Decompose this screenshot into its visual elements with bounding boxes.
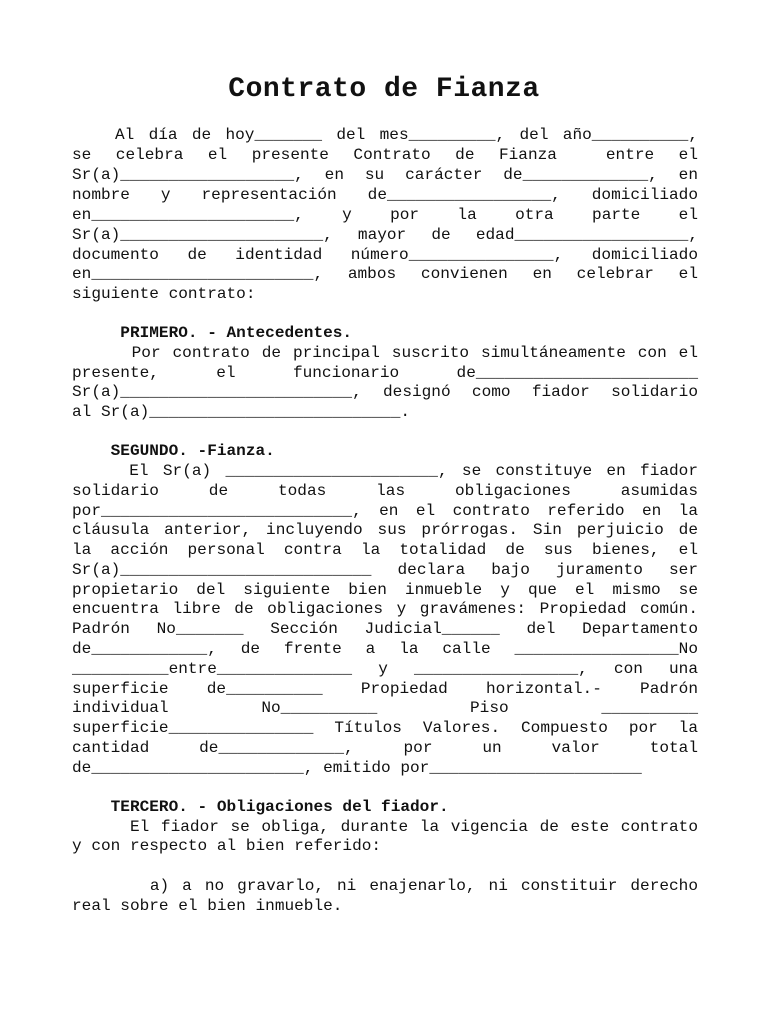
- text-line: al Sr(a)__________________________.: [72, 403, 411, 421]
- section-heading: TERCERO. - Obligaciones del fiador.: [72, 798, 449, 816]
- text-line: y con respecto al bien referido:: [72, 837, 382, 855]
- text-line: encuentra libre de obligaciones y gravámenes: Propiedad común.: [72, 600, 698, 618]
- text-line: El Sr(a) ______________________, se constituye en fiador: [72, 462, 698, 480]
- text-line: Sr(a)________________________, designó como fiador solidario: [72, 383, 698, 401]
- text-line: superficie de__________ Propiedad horizontal.- Padrón: [72, 680, 698, 698]
- text-line: Por contrato de principal suscrito simultáneamente con el: [72, 344, 698, 362]
- text-line: __________entre______________ y _________________, con una: [72, 660, 698, 678]
- text-line: documento de identidad número_______________, domiciliado: [72, 246, 698, 264]
- section-heading: PRIMERO. - Antecedentes.: [72, 324, 353, 342]
- text-line: en_______________________, ambos convienen en celebrar el: [72, 265, 698, 283]
- text-line: la acción personal contra la totalidad de sus bienes, el: [72, 541, 698, 559]
- text-line: presente, el funcionario de_______________________: [72, 364, 698, 382]
- text-line: cláusula anterior, incluyendo sus prórrogas. Sin perjuicio de: [72, 521, 698, 539]
- text-line: siguiente contrato:: [72, 285, 256, 303]
- text-line: en_____________________, y por la otra parte el: [72, 206, 698, 224]
- text-line: individual No__________ Piso __________: [72, 699, 698, 717]
- text-line: se celebra el presente Contrato de Fianza entre el: [72, 146, 698, 164]
- section-heading: SEGUNDO. -Fianza.: [72, 442, 275, 460]
- text-line: Sr(a)__________________________ declara bajo juramento ser: [72, 561, 698, 579]
- text-line: por__________________________, en el contrato referido en la: [72, 502, 698, 520]
- text-line: cantidad de_____________, por un valor total: [72, 739, 698, 757]
- text-line: El fiador se obliga, durante la vigencia de este contrato: [72, 818, 698, 836]
- text-line: propietario del siguiente bien inmueble y que el mismo se: [72, 581, 698, 599]
- text-line: solidario de todas las obligaciones asumidas: [72, 482, 698, 500]
- text-line: de______________________, emitido por______________________: [72, 759, 642, 777]
- text-line: de____________, de frente a la calle _________________No: [72, 640, 698, 658]
- text-line: Sr(a)_____________________, mayor de edad__________________,: [72, 226, 698, 244]
- text-line: Al día de hoy_______ del mes_________, del año__________,: [72, 126, 698, 144]
- text-line: Sr(a)__________________, en su carácter de_____________, en: [72, 166, 698, 184]
- text-line: real sobre el bien inmueble.: [72, 897, 343, 915]
- text-line: a) a no gravarlo, ni enajenarlo, ni constituir derecho: [72, 877, 698, 895]
- text-line: nombre y representación de_________________, domiciliado: [72, 186, 698, 204]
- text-line: Padrón No_______ Sección Judicial______ del Departamento: [72, 620, 698, 638]
- text-line: superficie_______________ Títulos Valores. Compuesto por la: [72, 719, 698, 737]
- document-title: Contrato de Fianza: [228, 74, 540, 105]
